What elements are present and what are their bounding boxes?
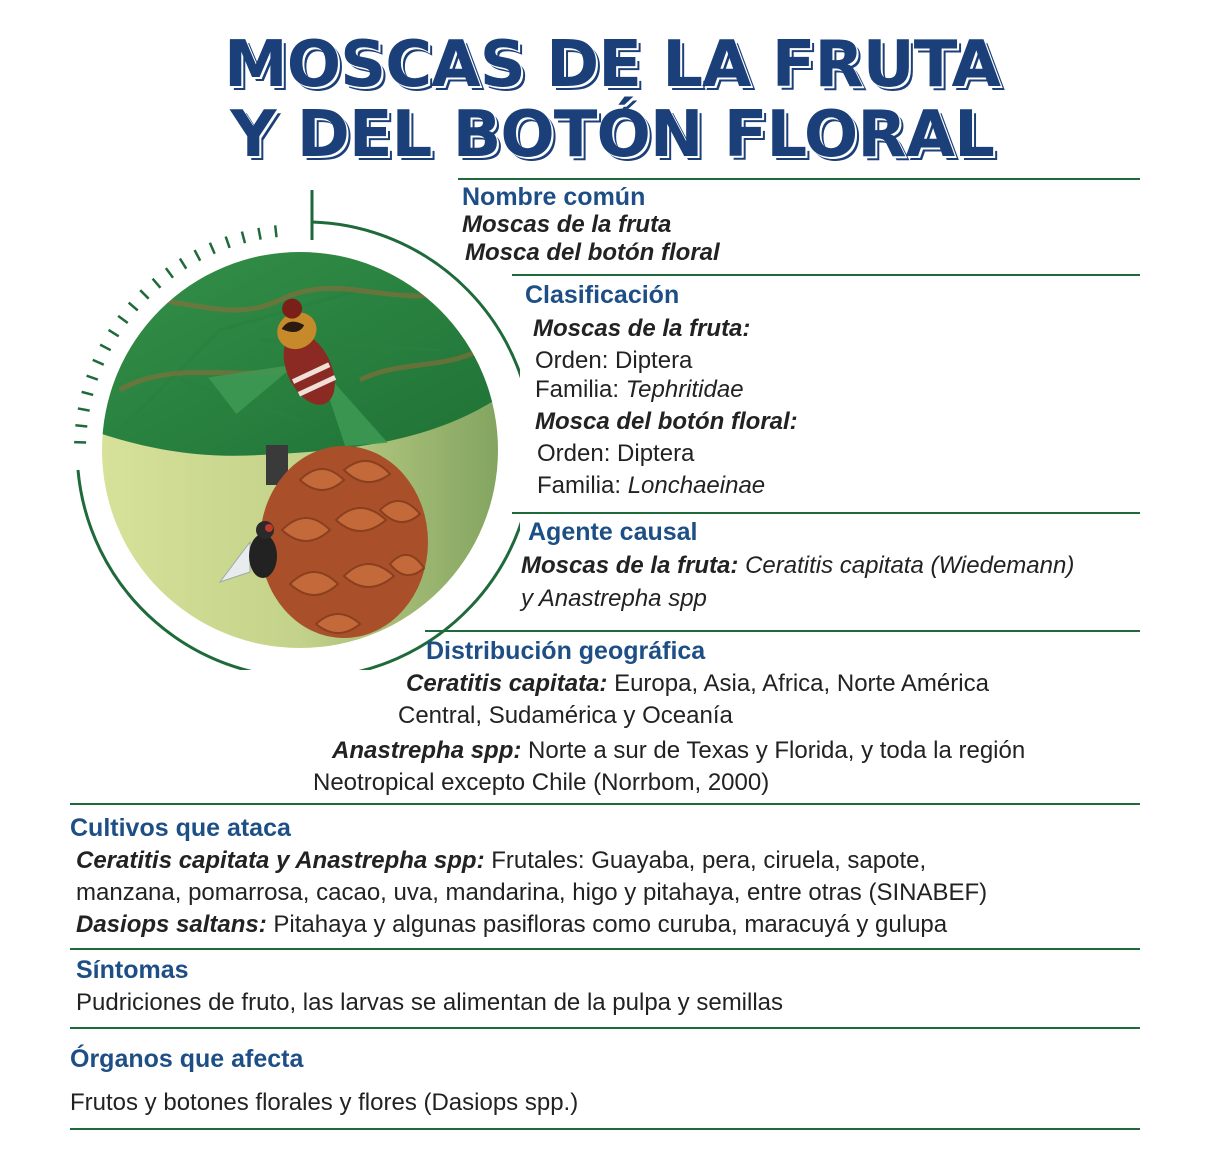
- heading-clasificacion: Clasificación: [525, 281, 680, 309]
- distribucion-a-label: Ceratitis capitata:: [406, 670, 608, 697]
- tick-mark: [75, 425, 87, 426]
- agente-causal-label: Moscas de la fruta:: [521, 552, 739, 579]
- heading-agente-causal: Agente causal: [528, 518, 698, 546]
- title-line-1: MOSCAS DE LA FRUTA: [224, 28, 1000, 102]
- distribucion-b-line-1: [332, 736, 1025, 766]
- nombre-comun-item-1: Moscas de la fruta: [462, 211, 672, 238]
- tick-mark: [166, 268, 173, 278]
- fruit-fly-illustration: [60, 180, 520, 670]
- organos-text: Frutos y botones florales y flores (Dasiops spp.): [70, 1089, 579, 1116]
- tick-mark: [78, 408, 90, 410]
- heading-cultivos: Cultivos que ataca: [70, 814, 291, 842]
- distribucion-b-line-2: Neotropical excepto Chile (Norrbom, 2000): [313, 769, 770, 796]
- distribucion-a-line-1: [406, 669, 989, 699]
- agente-causal-line-2: y Anastrepha spp: [521, 585, 707, 612]
- familia-label: Familia:: [535, 376, 626, 403]
- tick-mark: [258, 228, 260, 240]
- tick-mark: [180, 259, 186, 269]
- distribucion-b-label: Anastrepha spp:: [332, 737, 522, 764]
- divider: [425, 630, 1140, 632]
- divider: [70, 1128, 1140, 1130]
- title-line-2: Y DEL BOTÓN FLORAL: [230, 98, 994, 172]
- familia-value: Lonchaeinae: [627, 472, 766, 499]
- cultivos-b-text: Pitahaya y algunas pasifloras como curuba, maracuyá y gulupa: [266, 911, 948, 938]
- agente-causal-line-1: [521, 551, 1074, 581]
- divider: [458, 178, 1140, 180]
- distribucion-b-text: Norte a sur de Texas y Florida, y toda la región: [521, 737, 1026, 764]
- cultivos-b-label: Dasiops saltans:: [76, 911, 267, 938]
- clasificacion-group-1: Moscas de la fruta:: [533, 315, 751, 342]
- tick-mark: [275, 225, 276, 237]
- tick-mark: [140, 290, 148, 298]
- clasificacion-familia-2: [537, 471, 765, 501]
- clasificacion-familia-1: [535, 375, 744, 405]
- cultivos-a-label: Ceratitis capitata y Anastrepha spp:: [76, 847, 485, 874]
- divider: [512, 512, 1140, 514]
- tick-mark: [118, 316, 128, 323]
- divider: [70, 1027, 1140, 1029]
- tick-mark: [100, 345, 111, 351]
- divider: [512, 274, 1140, 276]
- tick-mark: [153, 279, 161, 288]
- tick-mark: [109, 330, 119, 336]
- tick-mark: [87, 376, 98, 380]
- agente-causal-species: Ceratitis capitata (Wiedemann): [738, 552, 1075, 579]
- distribucion-a-text: Europa, Asia, Africa, Norte América: [607, 670, 989, 697]
- tick-mark: [93, 360, 104, 365]
- tick-mark: [82, 392, 94, 395]
- clasificacion-orden-1: Orden: Diptera: [535, 347, 693, 374]
- cultivos-b-line-1: [76, 910, 947, 940]
- tick-mark: [129, 303, 138, 311]
- familia-value: Tephritidae: [625, 376, 744, 403]
- tick-mark: [226, 237, 230, 248]
- tick-mark: [242, 232, 245, 244]
- cultivos-a-text: Frutales: Guayaba, pera, ciruela, sapote,: [484, 847, 927, 874]
- cultivos-a-line-1: [76, 846, 926, 876]
- heading-nombre-comun: Nombre común: [462, 183, 646, 211]
- sintomas-text: Pudriciones de fruto, las larvas se alimentan de la pulpa y semillas: [76, 989, 784, 1016]
- nombre-comun-item-2: Mosca del botón floral: [465, 239, 720, 266]
- divider: [70, 803, 1140, 805]
- divider: [70, 948, 1140, 950]
- tick-mark: [210, 243, 215, 254]
- heading-distribucion: Distribución geográfica: [426, 637, 706, 665]
- heading-sintomas: Síntomas: [76, 956, 189, 984]
- cultivos-a-line-2: manzana, pomarrosa, cacao, uva, mandarina, higo y pitahaya, entre otras (SINABEF): [76, 879, 988, 906]
- distribucion-a-line-2: Central, Sudamérica y Oceanía: [398, 702, 733, 729]
- clasificacion-group-2: Mosca del botón floral:: [535, 408, 798, 435]
- tick-mark: [195, 250, 201, 261]
- clasificacion-orden-2: Orden: Diptera: [537, 440, 695, 467]
- heading-organos: Órganos que afecta: [70, 1045, 304, 1073]
- familia-label: Familia:: [537, 472, 628, 499]
